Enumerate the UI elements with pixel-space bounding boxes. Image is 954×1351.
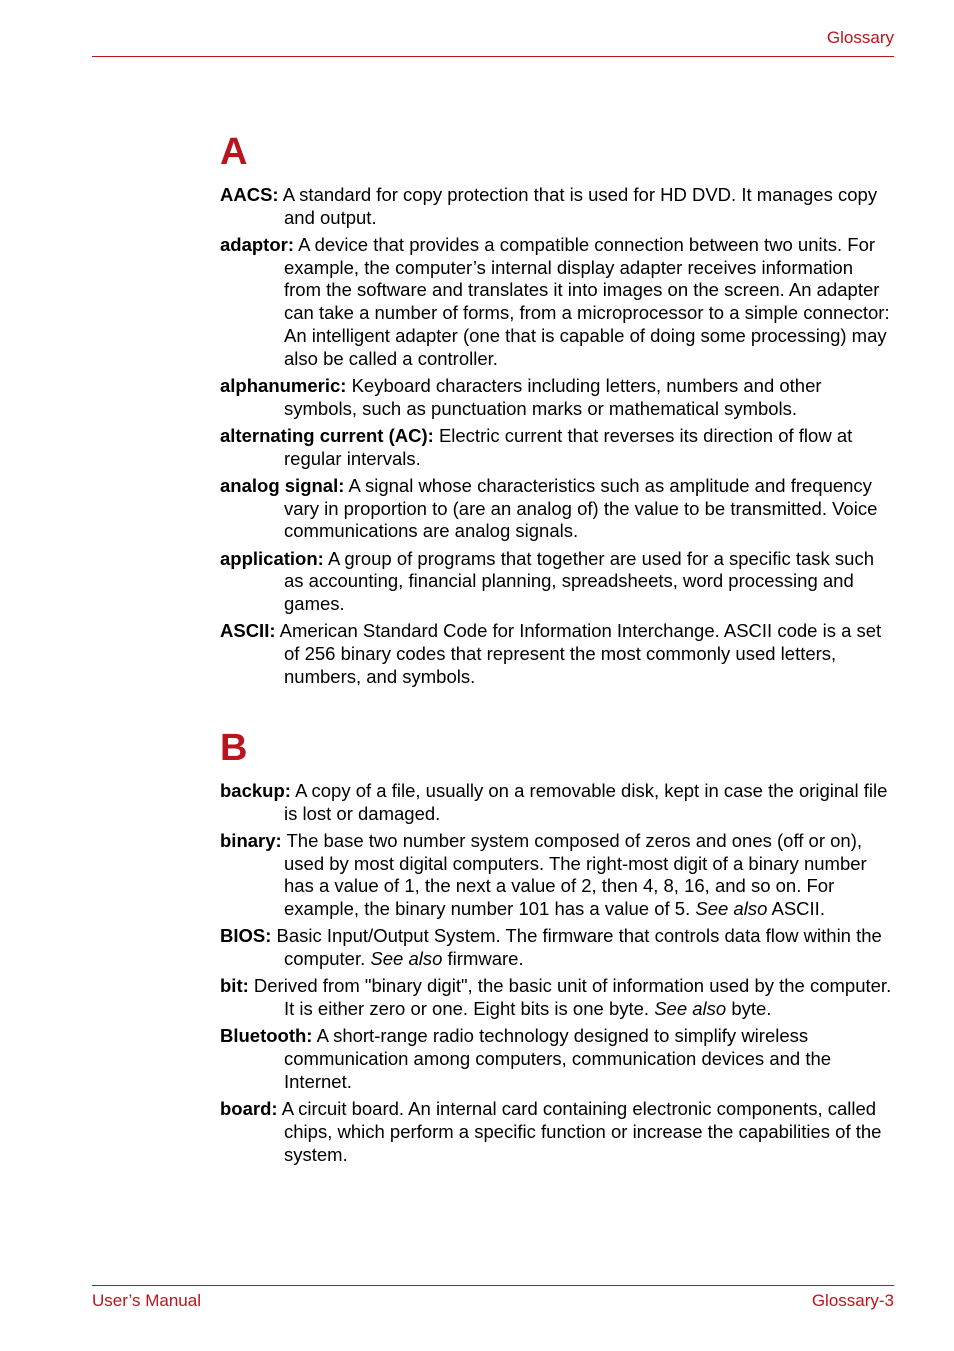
entry-definition: A signal whose characteristics such as amplitude and frequency vary in proportion to (are an analog of) the value to be transmitted. Voice communications are analog signals.: [284, 474, 878, 542]
glossary-entry: [220, 234, 894, 370]
glossary-entry: [220, 830, 894, 921]
glossary-section-a: [220, 130, 894, 693]
footer-manual-title: User’s Manual: [92, 1291, 201, 1310]
glossary-section-b: [220, 726, 894, 1171]
header-rule: [92, 56, 894, 57]
footer-rule: [92, 1285, 894, 1286]
entry-definition: American Standard Code for Information Interchange. ASCII code is a set of 256 binary codes that represent the most commonly used letters, numbers, and symbols.: [279, 620, 882, 687]
glossary-entry: [220, 475, 894, 543]
glossary-entry: [220, 375, 894, 420]
entry-term: bit:: [220, 975, 249, 997]
running-header-title: Glossary: [826, 28, 894, 47]
entry-term: alphanumeric:: [220, 374, 347, 396]
entry-definition: A circuit board. An internal card containing electronic components, called chips, which perform a specific function or increase the capabilities of the system.: [281, 1098, 882, 1165]
entry-term: backup:: [220, 780, 291, 801]
page-number: Glossary-3: [811, 1291, 894, 1310]
glossary-entry: [220, 925, 894, 970]
entry-term: binary:: [220, 830, 282, 851]
entry-definition: A group of programs that together are used for a specific task such as accounting, financial planning, spreadsheets, word processing and games.: [284, 547, 874, 614]
section-letter: A: [220, 131, 248, 173]
see-also-label: See also: [654, 998, 727, 1020]
entry-term: BIOS:: [220, 925, 272, 947]
glossary-entry: [220, 620, 894, 688]
entry-term: board:: [220, 1098, 278, 1120]
glossary-entry: [220, 184, 894, 229]
glossary-entry: [220, 1098, 894, 1166]
see-also-label: See also: [695, 898, 768, 920]
entry-term: AACS:: [220, 184, 279, 205]
entry-definition: A copy of a file, usually on a removable disk, kept in case the original file is lost or damaged.: [284, 780, 888, 824]
glossary-entry: [220, 780, 894, 825]
entry-definition: Basic Input/Output System. The firmware that controls data flow within the computer.: [276, 925, 882, 970]
glossary-entry: [220, 1025, 894, 1093]
glossary-entry: [220, 548, 894, 616]
entry-term: ASCII:: [220, 620, 276, 642]
see-also-target: byte.: [731, 998, 772, 1020]
see-also-target: firmware.: [447, 948, 524, 970]
section-letter: B: [220, 727, 248, 769]
entry-term: adaptor:: [220, 234, 294, 255]
see-also-target: ASCII.: [771, 898, 825, 920]
entry-term: alternating current (AC):: [220, 424, 434, 446]
entry-term: application:: [220, 547, 324, 569]
entry-definition: A short-range radio technology designed to simplify wireless communication among computers, communication devices and the Internet.: [284, 1025, 832, 1092]
glossary-entry: [220, 975, 894, 1020]
entry-definition: Derived from "binary digit", the basic unit of information used by the computer. It is either zero or one. Eight bits is one byte.: [253, 975, 892, 1020]
glossary-entry: [220, 425, 894, 470]
entry-definition: A device that provides a compatible connection between two units. For example, the computer’s internal display adapter receives information from the software and translates it into images on the screen. An adapter can take a number of forms, from a microprocessor to a simple connector: An intelligent adapter (one that is capable of doing some processing) may also be called a controller.: [284, 234, 890, 369]
entry-term: Bluetooth:: [220, 1025, 313, 1047]
entry-definition: Keyboard characters including letters, numbers and other symbols, such as punctuation marks or mathematical symbols.: [284, 374, 822, 419]
entry-definition: Electric current that reverses its direction of flow at regular intervals.: [284, 424, 853, 469]
entry-definition: A standard for copy protection that is used for HD DVD. It manages copy and output.: [282, 184, 878, 228]
entry-definition: The base two number system composed of zeros and ones (off or on), used by most digital computers. The right-most digit of a binary number has a value of 1, the next a value of 2, then 4, 8, 16, and so on. For example, the binary number 101 has a value of 5.: [284, 830, 867, 920]
see-also-label: See also: [370, 948, 443, 970]
entry-term: analog signal:: [220, 474, 345, 496]
